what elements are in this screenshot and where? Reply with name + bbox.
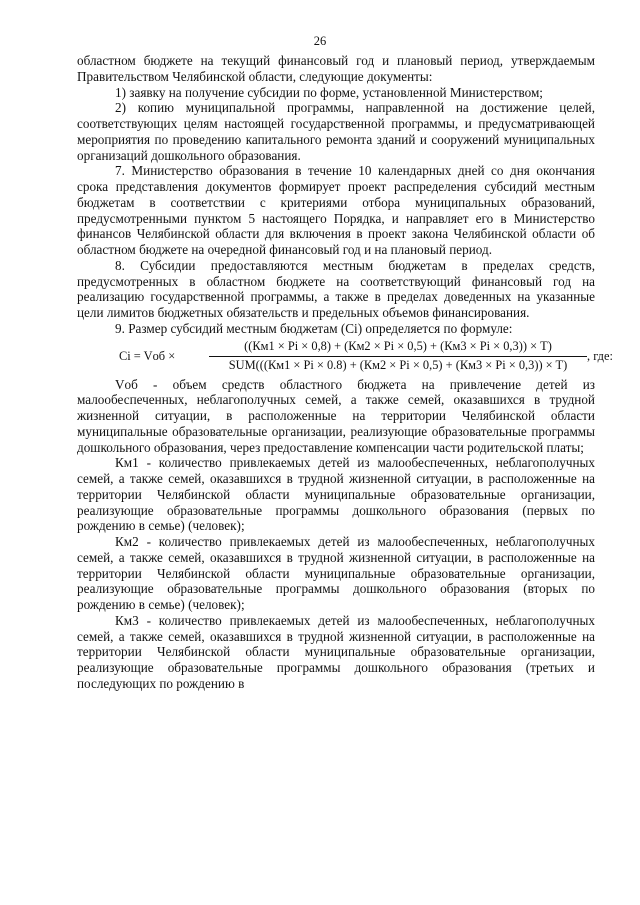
paragraph-clause-7: 7. Министерство образования в течение 10 календарных дней со дня окончания срока представления документов формирует проект распределения субсидий местным бюджетам в соответствии с критериями отбора муниципальных образований, предусмотренными пунктом 5 настоящего Порядка, и направляет его в Министерство финансов Челябинской области для включения в проект закона Челябинской области об областном бюджете на очередной финансовый год и на плановый период.: [77, 163, 595, 257]
formula-fraction: [209, 339, 587, 373]
paragraph-clause-9: 9. Размер субсидий местным бюджетам (Ci) определяется по формуле:: [115, 320, 513, 336]
formula-lhs: Ci = Vоб ×: [119, 348, 176, 363]
document-body: [77, 53, 613, 692]
formula-denominator: SUM(((Км1 × Pi × 0.8) + (Км2 × Pi × 0,5) + (Км3 × Pi × 0,3)) × T): [228, 357, 568, 372]
subsidy-formula: [77, 337, 613, 377]
definition-vob: Vоб - объем средств областного бюджета на привлечение детей из малообеспеченных, неблагополучных семей, а также семей, оказавшихся в трудной жизненной ситуации, в расположенные на территории Челябинской области муниципальные образовательные организации, реализующие образовательные программы дошкольного образования, через предоставление компенсации части родительской платы;: [77, 376, 595, 455]
definition-km1: Км1 - количество привлекаемых детей из малообеспеченных, неблагополучных семей, а также семей, оказавшихся в трудной жизненной ситуации, в расположенные на территории Челябинской области муниципальные образовательные организации, реализующие образовательные программы дошкольного образования (первых по рождению в семье) (человек);: [77, 455, 595, 534]
paragraph-intro-continuation: областном бюджете на текущий финансовый год и плановый период, утверждаемым Правительством Челябинской области, следующие документы:: [77, 53, 595, 84]
fraction-bar: [209, 356, 587, 357]
formula-suffix: , где:: [587, 348, 613, 363]
page-number: 26: [313, 34, 327, 48]
paragraph-clause-8: 8. Субсидии предоставляются местным бюджетам в пределах средств, предусмотренных в областном бюджете на соответствующий финансовый год на реализацию государственной программы, а также в пределах доведенных на указанные цели лимитов бюджетных обязательств и предельных объемов финансирования.: [77, 257, 595, 320]
definition-km3: Км3 - количество привлекаемых детей из малообеспеченных, неблагополучных семей, а также семей, оказавшихся в трудной жизненной ситуации, в расположенные на территории Челябинской области муниципальные образовательные организации, реализующие образовательные программы дошкольного образования (третьих и последующих по рождению в: [77, 612, 595, 691]
definition-km2: Км2 - количество привлекаемых детей из малообеспеченных, неблагополучных семей, а также семей, оказавшихся в трудной жизненной ситуации, в расположенные на территории Челябинской области муниципальные образовательные организации, реализующие образовательные программы дошкольного образования (вторых по рождению в семье) (человек);: [77, 534, 595, 612]
formula-numerator: ((Км1 × Pi × 0,8) + (Км2 × Pi × 0,5) + (Км3 × Pi × 0,3)) × T): [244, 338, 552, 353]
paragraph-item-1: 1) заявку на получение субсидии по форме, установленной Министерством;: [115, 84, 543, 100]
paragraph-item-2: 2) копию муниципальной программы, направленной на достижение целей, соответствующих целям настоящей государственной программы, и предусматривающей мероприятия по проведению капитального ремонта зданий и сооружений муниципальных организаций дошкольного образования.: [77, 100, 595, 163]
